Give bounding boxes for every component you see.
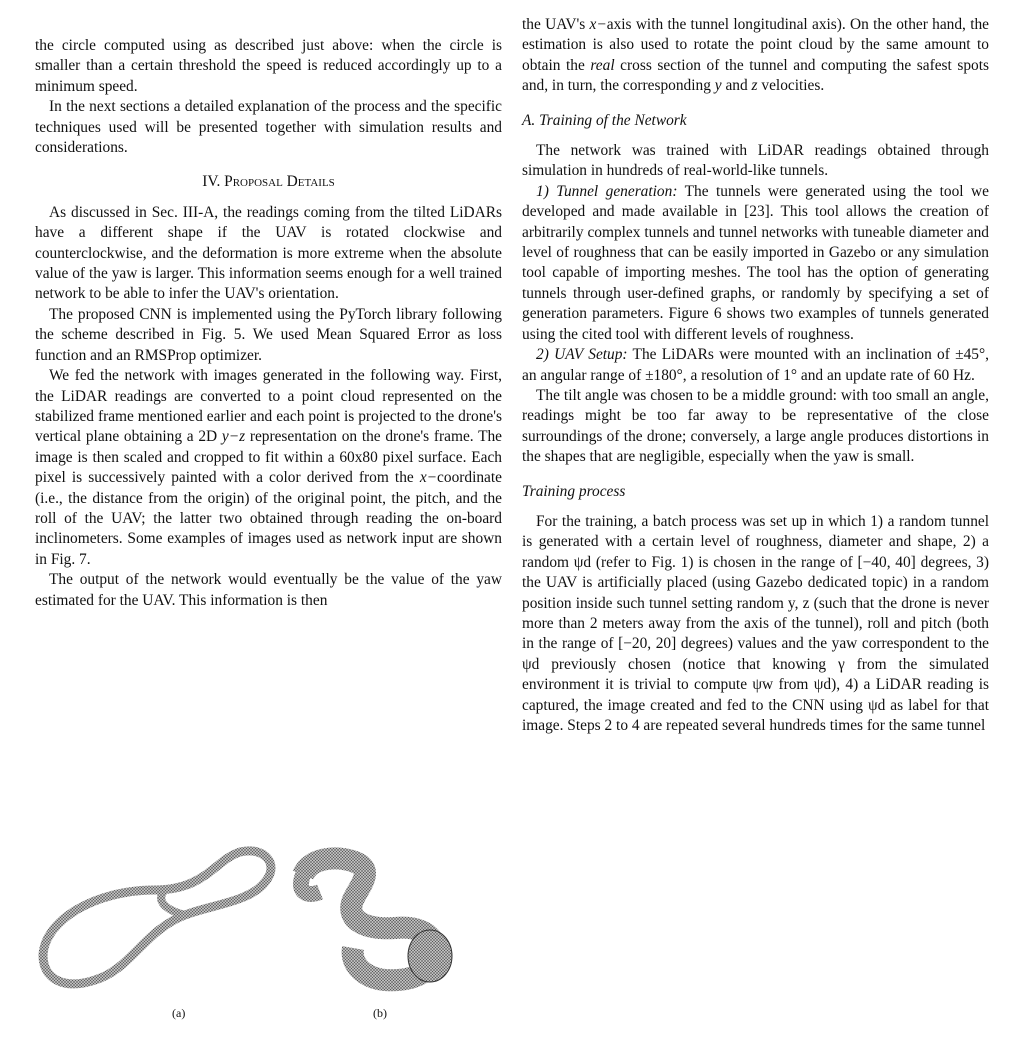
paragraph: The output of the network would eventually be the value of the yaw estimated for the UAV. This information is then [35,571,502,609]
tunnel-a-image [43,851,271,984]
paragraph: the circle computed using as described just above: when the circle is smaller than a certain threshold the speed is reduced accordingly up to a minimum speed. [35,37,502,95]
paragraph: The network was trained with LiDAR readings obtained through simulation in hundreds of real-world-like tunnels. [522,142,989,180]
paragraph: the UAV's x−axis with the tunnel longitudinal axis). On the other hand, the estimation is also used to rotate the point cloud by the same amount to obtain the real cross section of the tunnel and computing the safest spots and, in turn, the corresponding y and z velocities. [522,16,990,95]
tunnel-b-image [301,858,452,982]
paragraph: The proposed CNN is implemented using the PyTorch library following the scheme described in Fig. 5. We used Mean Squared Error as loss function and an RMSProp optimizer. [35,305,502,364]
subsection-heading: Training process [522,482,626,500]
right-column [522,15,989,736]
paragraph: For the training, a batch process was set up in which 1) a random tunnel is generated with a certain level of roughness, diameter and shape, 2) a random ψd (refer to Fig. 1) is chosen in the range of [−40, 40] degrees, 3) the UAV is artificially placed (using Gazebo dedicated topic) in a random position inside such tunnel setting random y, z (such that the drone is never more than 2 meters away from the axis of the tunnel), roll and pitch (both in the range of [−20, 20] degrees) values and the yaw correspondent to the ψd previously chosen (notice that knowing γ from the simulated environment it is trivial to compute ψw from ψd), 4) a LiDAR reading is captured, the image created and fed to the CNN using ψd as label for that image. Steps 2 to 4 are repeated several hundreds times for the same tunnel [522,512,989,734]
subsection-heading: A. Training of the Network [522,111,687,129]
figure-tunnels [35,820,502,1035]
paragraph: 2) UAV Setup: The LiDARs were mounted with an inclination of ±45°, an angular range of ±180°, a resolution of 1° and an update rate of 60 Hz. [522,346,989,384]
paragraph: The tilt angle was chosen to be a middle ground: with too small an angle, readings might be too far away to be representative of the close surroundings of the drone; conversely, a large angle produces distortions in the shapes that are negligible, especially when the yaw is small. [522,386,989,466]
paragraph: As discussed in Sec. III-A, the readings coming from the tilted LiDARs have a different shape if the UAV is rotated clockwise and counterclockwise, and the deformation is more extreme when the absolute value of the yaw is larger. This information seems enough for a well trained network to be able to infer the UAV's orientation. [35,203,502,303]
left-column [35,36,502,611]
paragraph: We fed the network with images generated in the following way. First, the LiDAR readings are converted to a point cloud represented on the stabilized frame mentioned earlier and each point is projected to the drone's vertical plane obtaining a 2D y−z representation on the drone's frame. The image is then scaled and cropped to fit within a 60x80 pixel surface. Each pixel is successively painted with a color derived from the x−coordinate (i.e., the distance from the origin) of the original point, the pitch, and the roll of the UAV; the latter two obtained through reading the on-board inclinometers. Some examples of images used as network input are shown in Fig. 7. [35,367,502,568]
math-x: x− [589,16,607,33]
math-x: x− [419,469,438,487]
math-yz: y−z [221,428,246,446]
section-heading: IV. Proposal Details [202,173,335,191]
paragraph: In the next sections a detailed explanation of the process and the specific techniques used will be presented together with simulation results and considerations. [35,98,502,157]
tunnel-illustrations [35,820,502,1035]
paragraph: 1) Tunnel generation: The tunnels were generated using the tool we developed and made available in [23]. This tool allows the creation of arbitrarily complex tunnels and tunnel networks with tuneable diameter and level of roughness that can be easily imported in Gazebo or any simulation tool capable of importing meshes. The tool has the option of generating tunnels through user-defined graphs, or randomly by specifying a set of generation parameters. Figure 6 shows two examples of tunnels generated using the cited tool with different levels of roughness. [522,182,989,343]
caption-a: (a) [172,1006,186,1020]
caption-b: (b) [373,1006,387,1020]
